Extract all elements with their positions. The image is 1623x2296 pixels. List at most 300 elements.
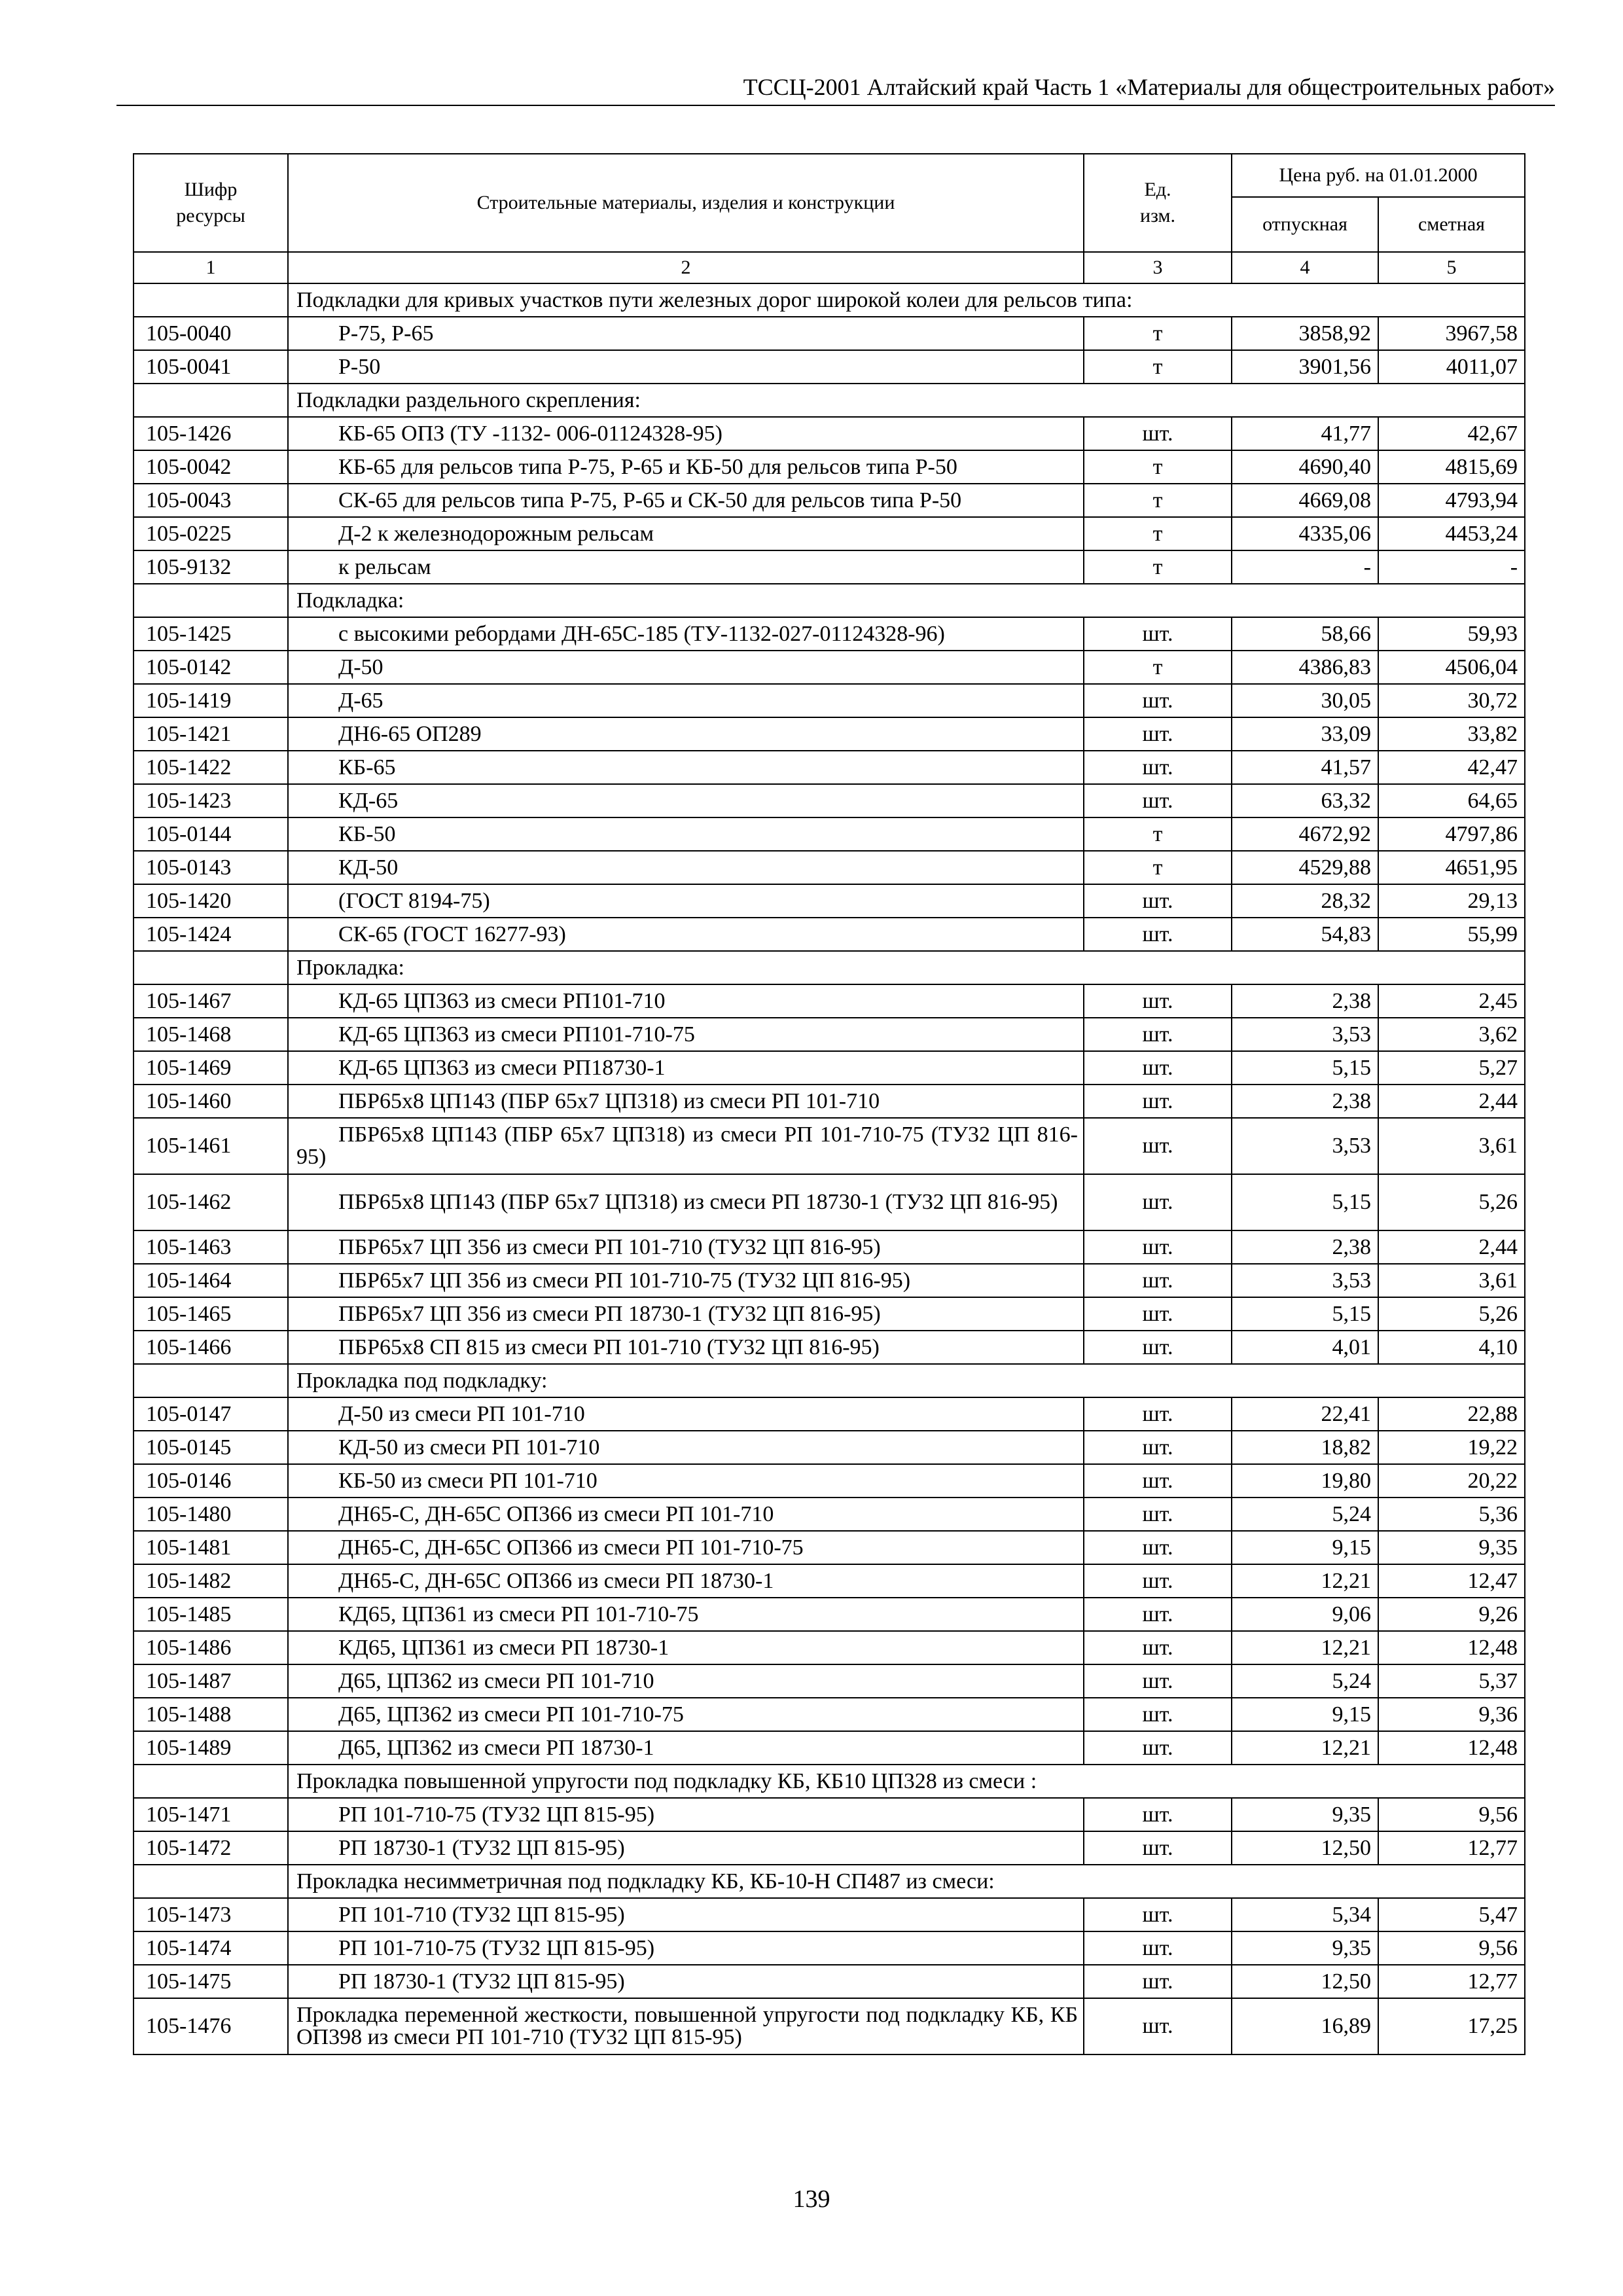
material-name-text: КБ-65	[338, 755, 396, 780]
resource-code: 105-1464	[134, 1264, 288, 1297]
table-row	[134, 1174, 1525, 1230]
header-price-group: Цена руб. на 01.01.2000	[1232, 154, 1525, 197]
estimate-price: 12,77	[1378, 1831, 1525, 1865]
column-number: 1	[134, 252, 288, 283]
material-name	[288, 1174, 1084, 1230]
estimate-price: 3,62	[1378, 1018, 1525, 1051]
resource-code: 105-1475	[134, 1965, 288, 1998]
estimate-price: 30,72	[1378, 684, 1525, 717]
resource-code: 105-0146	[134, 1464, 288, 1498]
table-row	[134, 717, 1525, 751]
unit-of-measure: шт.	[1084, 1531, 1232, 1564]
table-row	[134, 1230, 1525, 1264]
unit-of-measure: шт.	[1084, 751, 1232, 784]
unit-of-measure: т	[1084, 651, 1232, 684]
estimate-price: 2,44	[1378, 1085, 1525, 1118]
estimate-price: 4793,94	[1378, 484, 1525, 517]
resource-code: 105-1472	[134, 1831, 288, 1865]
material-name	[288, 984, 1084, 1018]
material-name-text: Д-50 из смеси РП 101-710	[338, 1401, 585, 1426]
resource-code: 105-1466	[134, 1331, 288, 1364]
material-name-text: ПБР65х7 ЦП 356 из смеси РП 101-710 (ТУ32 ЦП 816-95)	[338, 1234, 881, 1259]
material-name	[288, 1085, 1084, 1118]
release-price: 3901,56	[1232, 350, 1378, 384]
estimate-price: 22,88	[1378, 1397, 1525, 1431]
release-price: 5,15	[1232, 1174, 1378, 1230]
material-name	[288, 1831, 1084, 1865]
unit-of-measure: шт.	[1084, 884, 1232, 918]
estimate-price: 42,67	[1378, 417, 1525, 450]
header-code: Шифр ресурсы	[134, 154, 288, 252]
table-row	[134, 1931, 1525, 1965]
table-row	[134, 450, 1525, 484]
table-row	[134, 651, 1525, 684]
release-price: 2,38	[1232, 984, 1378, 1018]
table-row	[134, 484, 1525, 517]
table-row	[134, 784, 1525, 817]
estimate-price: 12,48	[1378, 1731, 1525, 1765]
material-name	[288, 1264, 1084, 1297]
estimate-price: 42,47	[1378, 751, 1525, 784]
unit-of-measure: шт.	[1084, 1230, 1232, 1264]
group-label: Прокладка повышенной упругости под подкладку КБ, КБ10 ЦП328 из смеси :	[288, 1765, 1525, 1798]
running-header: ТССЦ-2001 Алтайский край Часть 1 «Материалы для общестроительных работ»	[743, 74, 1555, 100]
release-price: 4,01	[1232, 1331, 1378, 1364]
table-row	[134, 817, 1525, 851]
material-name	[288, 884, 1084, 918]
resource-code: 105-1462	[134, 1174, 288, 1230]
material-name	[288, 1018, 1084, 1051]
group-row	[134, 384, 1525, 417]
resource-code: 105-0143	[134, 851, 288, 884]
resource-code: 105-1424	[134, 918, 288, 951]
unit-of-measure: шт.	[1084, 1051, 1232, 1085]
group-label: Подкладки раздельного скрепления:	[288, 384, 1525, 417]
unit-of-measure: шт.	[1084, 417, 1232, 450]
table-row	[134, 684, 1525, 717]
table-row	[134, 1898, 1525, 1931]
material-name	[288, 1664, 1084, 1698]
release-price: 4529,88	[1232, 851, 1378, 884]
table-row	[134, 884, 1525, 918]
material-name-text: РП 101-710-75 (ТУ32 ЦП 815-95)	[338, 1802, 655, 1827]
unit-of-measure: шт.	[1084, 1498, 1232, 1531]
table-row	[134, 1431, 1525, 1464]
material-name-text: СК-65 для рельсов типа Р-75, Р-65 и СК-50 для рельсов типа Р-50	[338, 488, 962, 512]
unit-of-measure: шт.	[1084, 1965, 1232, 1998]
unit-of-measure: шт.	[1084, 1297, 1232, 1331]
release-price: 3858,92	[1232, 317, 1378, 350]
group-row	[134, 1364, 1525, 1397]
resource-code: 105-1465	[134, 1297, 288, 1331]
resource-code: 105-1425	[134, 617, 288, 651]
material-name	[288, 1397, 1084, 1431]
table-row	[134, 1297, 1525, 1331]
release-price: 30,05	[1232, 684, 1378, 717]
material-name-text: ПБР65х8 ЦП143 (ПБР 65х7 ЦП318) из смеси РП 101-710-75 (ТУ32 ЦП 816-95)	[296, 1122, 1078, 1169]
resource-code: 105-1420	[134, 884, 288, 918]
resource-code: 105-1473	[134, 1898, 288, 1931]
unit-of-measure: т	[1084, 450, 1232, 484]
release-price: 12,21	[1232, 1564, 1378, 1598]
material-name	[288, 1464, 1084, 1498]
material-name-text: КБ-65 для рельсов типа Р-75, Р-65 и КБ-50 для рельсов типа Р-50	[338, 454, 957, 479]
estimate-price: 5,27	[1378, 1051, 1525, 1085]
resource-code: 105-0042	[134, 450, 288, 484]
release-price: 12,21	[1232, 1631, 1378, 1664]
release-price: 33,09	[1232, 717, 1378, 751]
release-price: 9,35	[1232, 1798, 1378, 1831]
material-name-text: ПБР65х7 ЦП 356 из смеси РП 101-710-75 (ТУ32 ЦП 816-95)	[338, 1268, 911, 1293]
material-name-text: ДН6-65 ОП289	[338, 721, 482, 746]
column-number: 4	[1232, 252, 1378, 283]
material-name	[288, 617, 1084, 651]
material-name-text: КД-65 ЦП363 из смеси РП101-710	[338, 988, 666, 1013]
unit-of-measure: шт.	[1084, 1118, 1232, 1174]
material-name	[288, 817, 1084, 851]
unit-of-measure: шт.	[1084, 984, 1232, 1018]
release-price: 22,41	[1232, 1397, 1378, 1431]
estimate-price: 29,13	[1378, 884, 1525, 918]
material-name	[288, 1230, 1084, 1264]
resource-code: 105-1421	[134, 717, 288, 751]
estimate-price: 4797,86	[1378, 817, 1525, 851]
estimate-price: 5,26	[1378, 1297, 1525, 1331]
table-row	[134, 1531, 1525, 1564]
material-name	[288, 1898, 1084, 1931]
material-name	[288, 918, 1084, 951]
material-name	[288, 484, 1084, 517]
material-name	[288, 851, 1084, 884]
estimate-price: 4651,95	[1378, 851, 1525, 884]
release-price: 5,24	[1232, 1664, 1378, 1698]
release-price: 4335,06	[1232, 517, 1378, 550]
material-name	[288, 1297, 1084, 1331]
resource-code: 105-0144	[134, 817, 288, 851]
table-row	[134, 1831, 1525, 1865]
table-row	[134, 317, 1525, 350]
unit-of-measure: шт.	[1084, 1998, 1232, 2054]
release-price: 9,35	[1232, 1931, 1378, 1965]
table-row	[134, 1698, 1525, 1731]
unit-of-measure: шт.	[1084, 1664, 1232, 1698]
release-price: 4386,83	[1232, 651, 1378, 684]
unit-of-measure: т	[1084, 350, 1232, 384]
material-name	[288, 651, 1084, 684]
column-number-row	[134, 252, 1525, 283]
resource-code: 105-0043	[134, 484, 288, 517]
material-name-text: Д-65	[338, 688, 383, 713]
release-price: 2,38	[1232, 1085, 1378, 1118]
material-name-text: КД65, ЦП361 из смеси РП 101-710-75	[338, 1602, 699, 1626]
resource-code: 105-1482	[134, 1564, 288, 1598]
release-price: 63,32	[1232, 784, 1378, 817]
estimate-price: 4453,24	[1378, 517, 1525, 550]
table-header	[134, 154, 1525, 283]
table-row	[134, 1631, 1525, 1664]
table-row	[134, 1264, 1525, 1297]
resource-code: 105-0041	[134, 350, 288, 384]
unit-of-measure: шт.	[1084, 1798, 1232, 1831]
release-price: 5,24	[1232, 1498, 1378, 1531]
material-name-text: Д65, ЦП362 из смеси РП 101-710	[338, 1668, 654, 1693]
unit-of-measure: шт.	[1084, 1431, 1232, 1464]
resource-code: 105-1485	[134, 1598, 288, 1631]
unit-of-measure: шт.	[1084, 1898, 1232, 1931]
table-row	[134, 1397, 1525, 1431]
material-name	[288, 1431, 1084, 1464]
unit-of-measure: шт.	[1084, 1331, 1232, 1364]
material-name-text: ДН65-С, ДН-65С ОП366 из смеси РП 101-710	[338, 1501, 774, 1526]
material-name	[288, 450, 1084, 484]
release-price: 19,80	[1232, 1464, 1378, 1498]
group-code-cell	[134, 384, 288, 417]
table-row	[134, 984, 1525, 1018]
unit-of-measure: шт.	[1084, 1085, 1232, 1118]
unit-of-measure: шт.	[1084, 1731, 1232, 1765]
resource-code: 105-0225	[134, 517, 288, 550]
release-price: 12,50	[1232, 1831, 1378, 1865]
material-name-text: РП 18730-1 (ТУ32 ЦП 815-95)	[338, 1835, 625, 1860]
resource-code: 105-1489	[134, 1731, 288, 1765]
release-price: 5,15	[1232, 1051, 1378, 1085]
estimate-price: 55,99	[1378, 918, 1525, 951]
material-name	[288, 417, 1084, 450]
material-name-text: СК-65 (ГОСТ 16277-93)	[338, 922, 566, 946]
unit-of-measure: т	[1084, 484, 1232, 517]
table-row	[134, 751, 1525, 784]
table-row	[134, 851, 1525, 884]
resource-code: 105-1481	[134, 1531, 288, 1564]
table-row	[134, 1331, 1525, 1364]
release-price: 58,66	[1232, 617, 1378, 651]
material-name	[288, 1331, 1084, 1364]
table-row	[134, 350, 1525, 384]
header-price-estimate: сметная	[1378, 197, 1525, 252]
material-name	[288, 350, 1084, 384]
material-name	[288, 1531, 1084, 1564]
unit-of-measure: т	[1084, 317, 1232, 350]
group-code-cell	[134, 584, 288, 617]
unit-of-measure: шт.	[1084, 1598, 1232, 1631]
estimate-price: 5,26	[1378, 1174, 1525, 1230]
resource-code: 105-0142	[134, 651, 288, 684]
material-name-text: ПБР65х8 СП 815 из смеси РП 101-710 (ТУ32 ЦП 816-95)	[338, 1335, 880, 1359]
unit-of-measure: т	[1084, 817, 1232, 851]
release-price: 4672,92	[1232, 817, 1378, 851]
estimate-price: 3,61	[1378, 1118, 1525, 1174]
material-name	[288, 1051, 1084, 1085]
resource-code: 105-1426	[134, 417, 288, 450]
material-name-text: ДН65-С, ДН-65С ОП366 из смеси РП 101-710-75	[338, 1535, 804, 1560]
material-name-text: ПБР65х7 ЦП 356 из смеси РП 18730-1 (ТУ32 ЦП 816-95)	[338, 1301, 881, 1326]
estimate-price: 64,65	[1378, 784, 1525, 817]
material-name-text: (ГОСТ 8194-75)	[338, 888, 490, 913]
group-code-cell	[134, 1865, 288, 1898]
estimate-price: 5,36	[1378, 1498, 1525, 1531]
material-name	[288, 717, 1084, 751]
material-name-text: РП 101-710 (ТУ32 ЦП 815-95)	[338, 1902, 625, 1927]
material-name	[288, 1564, 1084, 1598]
unit-of-measure: шт.	[1084, 1397, 1232, 1431]
group-row	[134, 584, 1525, 617]
column-number: 2	[288, 252, 1084, 283]
resource-code: 105-0040	[134, 317, 288, 350]
material-name	[288, 550, 1084, 584]
estimate-price: 5,47	[1378, 1898, 1525, 1931]
estimate-price: 9,56	[1378, 1798, 1525, 1831]
table-row	[134, 1998, 1525, 2054]
material-name	[288, 1698, 1084, 1731]
material-name-text: РП 18730-1 (ТУ32 ЦП 815-95)	[338, 1969, 625, 1994]
release-price: 5,34	[1232, 1898, 1378, 1931]
group-label: Прокладка под подкладку:	[288, 1364, 1525, 1397]
column-number: 5	[1378, 252, 1525, 283]
table-row	[134, 1798, 1525, 1831]
estimate-price: 4011,07	[1378, 350, 1525, 384]
resource-code: 105-1422	[134, 751, 288, 784]
table-row	[134, 1085, 1525, 1118]
unit-of-measure: шт.	[1084, 684, 1232, 717]
estimate-price: 2,44	[1378, 1230, 1525, 1264]
material-name-text: КБ-65 ОПЗ (ТУ -1132- 006-01124328-95)	[338, 421, 722, 446]
estimate-price: 3967,58	[1378, 317, 1525, 350]
material-name	[288, 517, 1084, 550]
table-body	[134, 283, 1525, 2054]
resource-code: 105-1468	[134, 1018, 288, 1051]
unit-of-measure: шт.	[1084, 1564, 1232, 1598]
material-name	[288, 317, 1084, 350]
group-row	[134, 1765, 1525, 1798]
unit-of-measure: шт.	[1084, 717, 1232, 751]
table-row	[134, 1731, 1525, 1765]
estimate-price: 33,82	[1378, 717, 1525, 751]
table-row	[134, 1965, 1525, 1998]
resource-code: 105-1471	[134, 1798, 288, 1831]
column-number: 3	[1084, 252, 1232, 283]
estimate-price: 2,45	[1378, 984, 1525, 1018]
estimate-price: 9,35	[1378, 1531, 1525, 1564]
resource-code: 105-1486	[134, 1631, 288, 1664]
table-row	[134, 1498, 1525, 1531]
material-name	[288, 684, 1084, 717]
unit-of-measure: шт.	[1084, 1631, 1232, 1664]
material-name-text: РП 101-710-75 (ТУ32 ЦП 815-95)	[338, 1935, 655, 1960]
release-price: 3,53	[1232, 1264, 1378, 1297]
resource-code: 105-0145	[134, 1431, 288, 1464]
resource-code: 105-1474	[134, 1931, 288, 1965]
estimate-price: 9,36	[1378, 1698, 1525, 1731]
unit-of-measure: шт.	[1084, 1931, 1232, 1965]
page-number: 139	[793, 2185, 830, 2213]
group-label: Прокладка:	[288, 951, 1525, 984]
material-name-text: с высокими ребордами ДН-65С-185 (ТУ-1132-027-01124328-96)	[338, 621, 945, 646]
release-price: 5,15	[1232, 1297, 1378, 1331]
material-name-text: КД-65 ЦП363 из смеси РП101-710-75	[338, 1022, 695, 1047]
release-price: 28,32	[1232, 884, 1378, 918]
material-name-text: Прокладка переменной жесткости, повышенной упругости под подкладку КБ, КБ ОП398 из смеси РП 101-710 (ТУ32 ЦП 815-95)	[296, 2003, 1078, 2049]
table-row	[134, 617, 1525, 651]
unit-of-measure: шт.	[1084, 1831, 1232, 1865]
unit-of-measure: шт.	[1084, 1264, 1232, 1297]
release-price: 54,83	[1232, 918, 1378, 951]
header-unit: Ед. изм.	[1084, 154, 1232, 252]
material-name-text: Р-50	[338, 354, 381, 379]
release-price: 2,38	[1232, 1230, 1378, 1264]
resource-code: 105-1487	[134, 1664, 288, 1698]
table-row	[134, 1118, 1525, 1174]
material-name	[288, 1931, 1084, 1965]
material-name	[288, 1498, 1084, 1531]
table-row	[134, 1564, 1525, 1598]
resource-code: 105-1419	[134, 684, 288, 717]
material-name-text: Д65, ЦП362 из смеси РП 101-710-75	[338, 1702, 684, 1727]
material-name	[288, 1998, 1084, 2054]
estimate-price: 59,93	[1378, 617, 1525, 651]
release-price: 3,53	[1232, 1018, 1378, 1051]
group-code-cell	[134, 1364, 288, 1397]
estimate-price: 3,61	[1378, 1264, 1525, 1297]
release-price: 18,82	[1232, 1431, 1378, 1464]
group-code-cell	[134, 1765, 288, 1798]
material-name-text: ПБР65х8 ЦП143 (ПБР 65х7 ЦП318) из смеси РП 18730-1 (ТУ32 ЦП 816-95)	[338, 1190, 1058, 1214]
estimate-price: 12,48	[1378, 1631, 1525, 1664]
table-row	[134, 918, 1525, 951]
estimate-price: 17,25	[1378, 1998, 1525, 2054]
material-name	[288, 1118, 1084, 1174]
resource-code: 105-1461	[134, 1118, 288, 1174]
material-name-text: КБ-50 из смеси РП 101-710	[338, 1468, 597, 1493]
estimate-price: 5,37	[1378, 1664, 1525, 1698]
material-name-text: к рельсам	[338, 554, 431, 579]
release-price: 41,77	[1232, 417, 1378, 450]
table-row	[134, 417, 1525, 450]
group-code-cell	[134, 951, 288, 984]
unit-of-measure: шт.	[1084, 617, 1232, 651]
estimate-price: 9,56	[1378, 1931, 1525, 1965]
unit-of-measure: т	[1084, 517, 1232, 550]
material-name	[288, 1731, 1084, 1765]
release-price: 9,15	[1232, 1698, 1378, 1731]
table-row	[134, 1664, 1525, 1698]
resource-code: 105-1423	[134, 784, 288, 817]
group-code-cell	[134, 283, 288, 317]
header-rule	[116, 105, 1555, 106]
estimate-price: 4506,04	[1378, 651, 1525, 684]
estimate-price: 9,26	[1378, 1598, 1525, 1631]
estimate-price: 12,47	[1378, 1564, 1525, 1598]
group-label: Подкладки для кривых участков пути железных дорог широкой колеи для рельсов типа:	[288, 283, 1525, 317]
table-row	[134, 1598, 1525, 1631]
unit-of-measure: шт.	[1084, 1018, 1232, 1051]
release-price: 41,57	[1232, 751, 1378, 784]
material-name	[288, 784, 1084, 817]
material-name-text: КД-65 ЦП363 из смеси РП18730-1	[338, 1055, 666, 1080]
group-row	[134, 283, 1525, 317]
group-label: Прокладка несимметричная под подкладку КБ, КБ-10-Н СП487 из смеси:	[288, 1865, 1525, 1898]
unit-of-measure: т	[1084, 550, 1232, 584]
material-name	[288, 1598, 1084, 1631]
unit-of-measure: шт.	[1084, 784, 1232, 817]
material-name-text: ДН65-С, ДН-65С ОП366 из смеси РП 18730-1	[338, 1568, 774, 1593]
estimate-price: -	[1378, 550, 1525, 584]
group-label: Подкладка:	[288, 584, 1525, 617]
price-table	[133, 153, 1525, 2055]
material-name-text: КД-50	[338, 855, 399, 880]
material-name-text: Д-2 к железнодорожным рельсам	[338, 521, 654, 546]
resource-code: 105-1476	[134, 1998, 288, 2054]
header-name: Строительные материалы, изделия и конструкции	[288, 154, 1084, 252]
